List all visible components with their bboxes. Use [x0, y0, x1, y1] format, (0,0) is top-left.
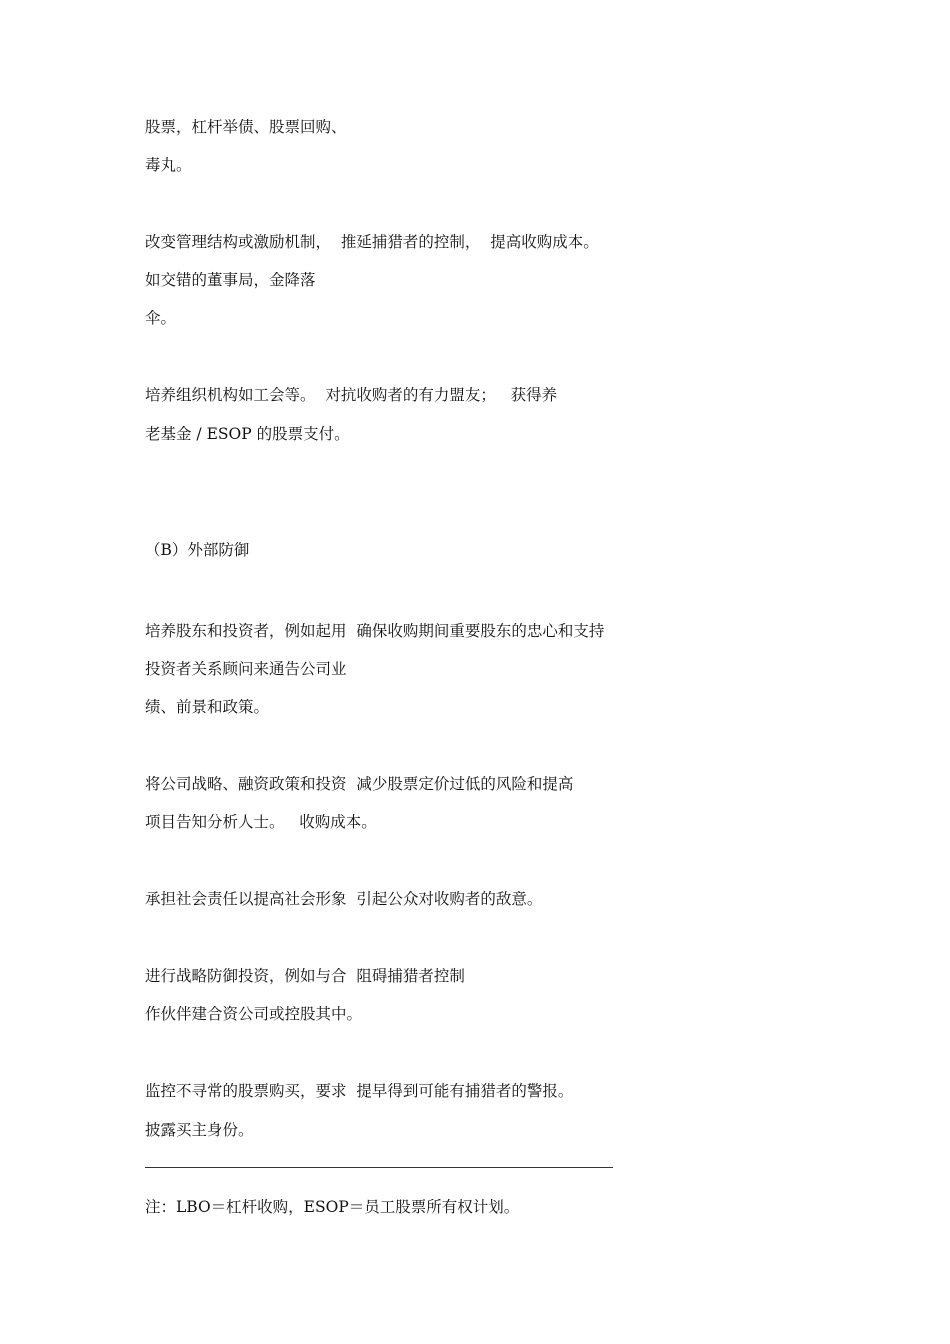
- text-line: 毒丸。: [145, 156, 192, 174]
- footnote-divider: [145, 1167, 613, 1168]
- text-line: 培养股东和投资者，例如起用 确保收购期间重要股东的忠心和支持: [145, 622, 605, 640]
- text-line: 将公司战略、融资政策和投资 减少股票定价过低的风险和提高: [145, 775, 574, 793]
- text-line: 如交错的董事局，金降落: [145, 271, 316, 289]
- text-line: 监控不寻常的股票购买，要求 提早得到可能有捕猎者的警报。: [145, 1082, 574, 1100]
- text-line: 项目告知分析人士。 收购成本。: [145, 813, 377, 831]
- text-line: 投资者关系顾问来通告公司业: [145, 660, 347, 678]
- text-line: 承担社会责任以提高社会形象 引起公众对收购者的敌意。: [145, 890, 543, 908]
- text-line: 作伙伴建合资公司或控股其中。: [145, 1005, 363, 1023]
- text-line: 股票，杠杆举债、股票回购、: [145, 118, 347, 136]
- text-line: 绩、前景和政策。: [145, 698, 270, 716]
- section-heading: （B）外部防御: [145, 541, 250, 559]
- text-line: 披露买主身份。: [145, 1121, 254, 1139]
- text-line: 培养组织机构如工会等。 对抗收购者的有力盟友； 获得养: [145, 386, 558, 404]
- footnote: 注：LBO＝杠杆收购，ESOP＝员工股票所有权计划。: [145, 1198, 520, 1216]
- text-line: 改变管理结构或激励机制， 推延捕猎者的控制， 提高收购成本。: [145, 233, 599, 251]
- text-line: 进行战略防御投资，例如与合 阻碍捕猎者控制: [145, 967, 465, 985]
- text-line: 老基金 / ESOP 的股票支付。: [145, 425, 350, 443]
- text-line: 伞。: [145, 309, 177, 327]
